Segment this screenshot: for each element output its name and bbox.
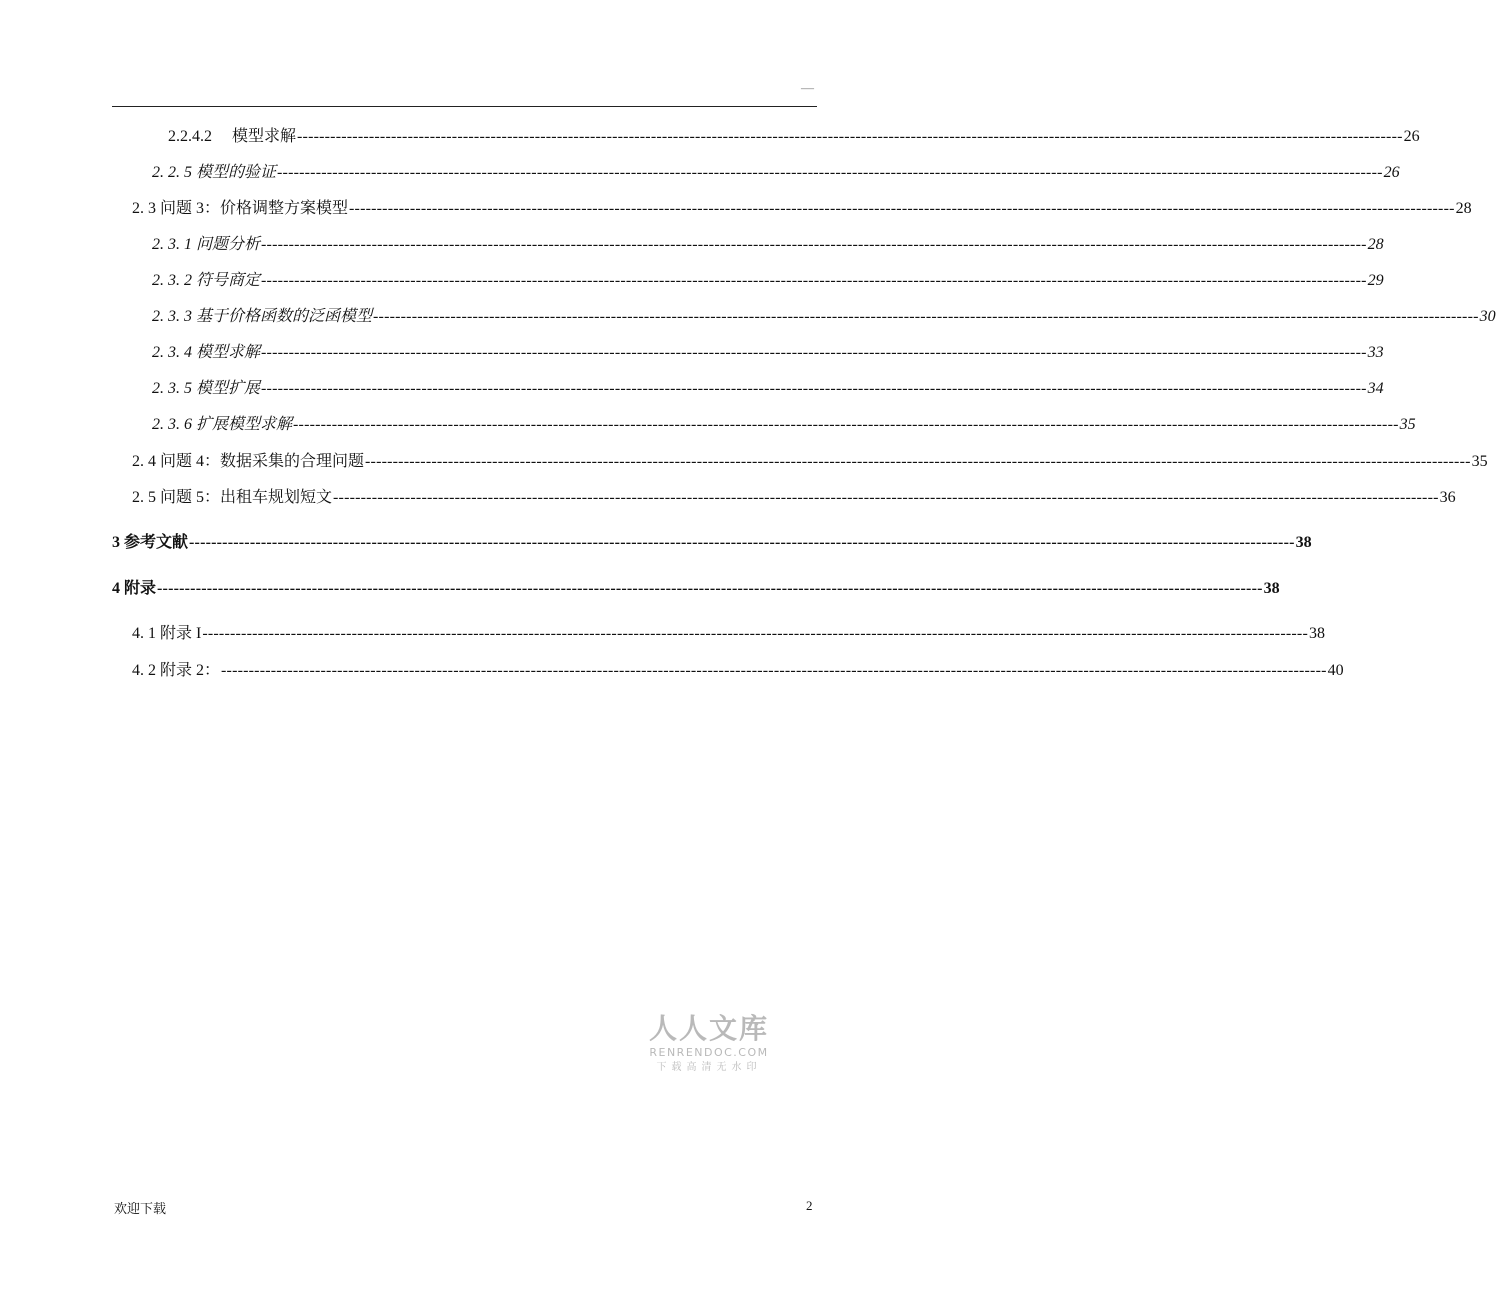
toc-entry[interactable] [132, 617, 1325, 643]
toc-entry-page: 28 [1455, 200, 1472, 217]
toc-entry[interactable] [152, 372, 1384, 398]
header-rule [112, 106, 817, 107]
toc-entry-label: 2. 4 问题 4：数据采集的合理问题 [132, 453, 365, 470]
toc-entry[interactable] [132, 481, 1456, 507]
toc-entry[interactable] [168, 120, 1420, 146]
toc-entry-page: 26 [1403, 128, 1420, 145]
toc-entry-page: 34 [1367, 380, 1384, 397]
watermark-url: RENRENDOC.COM [649, 1046, 769, 1059]
toc-leader: -------------------------------------------------------------------------------------------------------------------------------------------------------------------------------------------------------- [189, 534, 1295, 551]
toc-entry-page: 38 [1295, 534, 1312, 551]
toc-entry[interactable] [152, 264, 1384, 290]
toc-entry-page: 33 [1367, 344, 1384, 361]
toc-entry-page: 29 [1367, 272, 1384, 289]
toc-leader: -------------------------------------------------------------------------------------------------------------------------------------------------------------------------------------------------------- [349, 200, 1455, 217]
toc-leader: -------------------------------------------------------------------------------------------------------------------------------------------------------------------------------------------------------- [157, 580, 1263, 597]
toc-leader: -------------------------------------------------------------------------------------------------------------------------------------------------------------------------------------------------------- [277, 164, 1383, 181]
toc-leader: -------------------------------------------------------------------------------------------------------------------------------------------------------------------------------------------------------- [261, 236, 1367, 253]
toc-entry[interactable] [152, 228, 1384, 254]
toc-leader: -------------------------------------------------------------------------------------------------------------------------------------------------------------------------------------------------------- [365, 453, 1471, 470]
toc-leader: -------------------------------------------------------------------------------------------------------------------------------------------------------------------------------------------------------- [333, 489, 1439, 506]
toc-entry-label: 2. 3. 3 基于价格函数的泛函模型 [152, 308, 373, 325]
toc-entry-page: 38 [1263, 580, 1280, 597]
toc-entry-label: 2. 3. 5 模型扩展 [152, 380, 261, 397]
watermark-subtitle: 下载高清无水印 [656, 1062, 762, 1073]
toc-entry-label: 2. 3. 1 问题分析 [152, 236, 261, 253]
toc-entry-page: 30 [1479, 308, 1496, 325]
watermark-logo: 人人文库 [648, 1012, 769, 1045]
toc-entry-page: 36 [1439, 489, 1456, 506]
toc-leader: -------------------------------------------------------------------------------------------------------------------------------------------------------------------------------------------------------- [221, 662, 1327, 679]
toc-entry[interactable] [132, 654, 1344, 680]
toc-entry-label: 2. 3. 6 扩展模型求解 [152, 416, 293, 433]
toc-leader: -------------------------------------------------------------------------------------------------------------------------------------------------------------------------------------------------------- [293, 416, 1399, 433]
toc-entry[interactable] [132, 192, 1472, 218]
toc-leader: -------------------------------------------------------------------------------------------------------------------------------------------------------------------------------------------------------- [261, 272, 1367, 289]
toc-entry-label: 2. 2. 5 模型的验证 [152, 164, 277, 181]
toc-entry-page: 38 [1308, 625, 1325, 642]
header-mark: — [801, 80, 814, 95]
toc-entry-page: 26 [1383, 164, 1400, 181]
toc-entry-page: 35 [1471, 453, 1488, 470]
watermark [645, 1012, 773, 1076]
footer-text: 欢迎下载 [114, 1201, 167, 1216]
toc-entry-label: 2. 3 问题 3：价格调整方案模型 [132, 200, 349, 217]
toc-entry[interactable] [112, 526, 1312, 552]
toc-entry[interactable] [132, 445, 1488, 471]
toc-entry-page: 40 [1327, 662, 1344, 679]
toc-entry-page: 28 [1367, 236, 1384, 253]
toc-leader: -------------------------------------------------------------------------------------------------------------------------------------------------------------------------------------------------------- [261, 380, 1367, 397]
toc-entry[interactable] [112, 572, 1280, 598]
toc-entry[interactable] [152, 156, 1400, 182]
toc-entry-label: 2.2.4.2 模型求解 [168, 128, 297, 145]
toc-entry-label: 2. 5 问题 5：出租车规划短文 [132, 489, 333, 506]
toc-leader: -------------------------------------------------------------------------------------------------------------------------------------------------------------------------------------------------------- [373, 308, 1479, 325]
toc-entry-label: 3 参考文献 [112, 534, 189, 551]
toc-entry-label: 2. 3. 2 符号商定 [152, 272, 261, 289]
page-number: 2 [806, 1198, 813, 1213]
toc-leader: -------------------------------------------------------------------------------------------------------------------------------------------------------------------------------------------------------- [261, 344, 1367, 361]
toc-entry[interactable] [152, 408, 1416, 434]
toc-entry-label: 4 附录 [112, 580, 157, 597]
toc-entry[interactable] [152, 336, 1384, 362]
toc-entry[interactable] [152, 300, 1496, 326]
toc-entry-label: 4. 1 附录 I [132, 625, 202, 642]
toc-entry-label: 4. 2 附录 2： [132, 662, 221, 679]
toc-entry-label: 2. 3. 4 模型求解 [152, 344, 261, 361]
toc-leader: -------------------------------------------------------------------------------------------------------------------------------------------------------------------------------------------------------- [297, 128, 1403, 145]
toc-entry-page: 35 [1399, 416, 1416, 433]
toc-leader: -------------------------------------------------------------------------------------------------------------------------------------------------------------------------------------------------------- [202, 625, 1308, 642]
